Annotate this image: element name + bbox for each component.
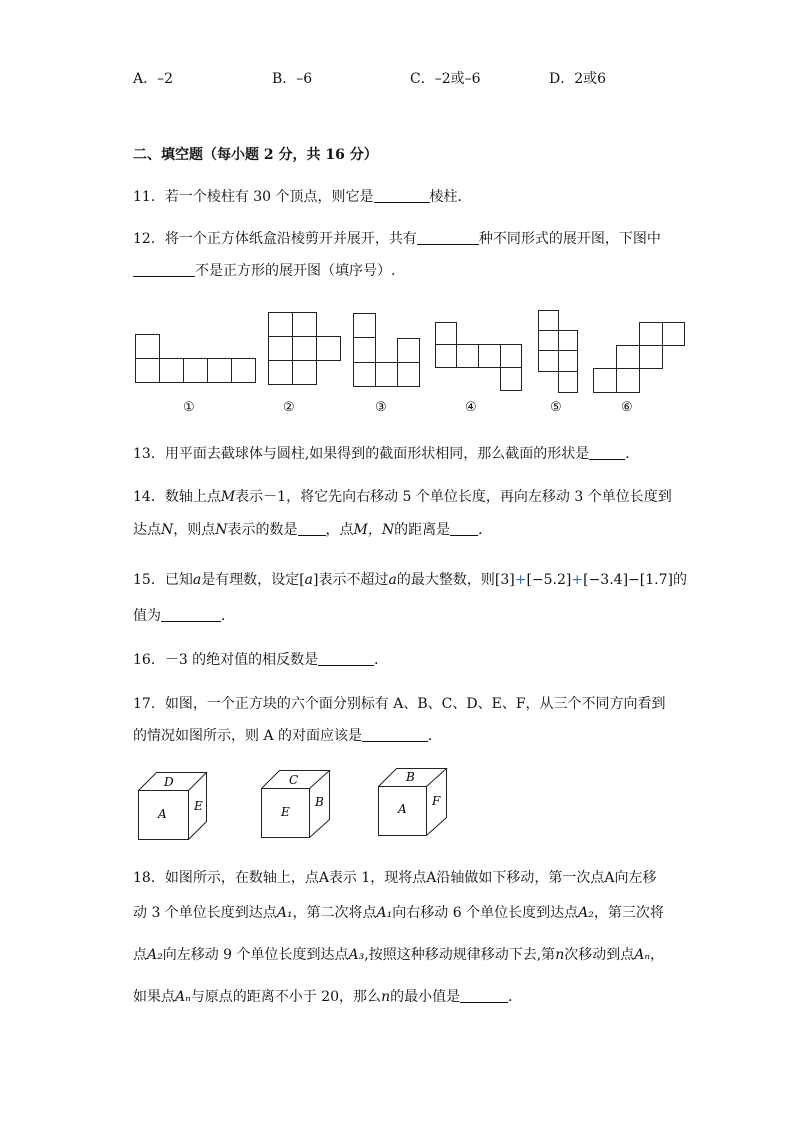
net-label-5: ⑤ [550, 400, 562, 415]
net-label-4: ④ [465, 400, 477, 415]
question-15-line1: 15．已知a是有理数，设定[a]表示不超过a的最大整数，则[3]+[−5.2]+[−3.4]−[1.7]的 [133, 572, 687, 588]
question-12-line2 [133, 262, 395, 280]
q14-text: 达点 [133, 522, 161, 538]
point-a2: A₂ [578, 905, 594, 921]
q18-text: 次移动到点 [564, 947, 635, 963]
answer-blank[interactable] [589, 445, 625, 460]
floor-value-1: 3 [500, 572, 510, 588]
q18-text: 动 3 个单位长度到达点 [133, 905, 277, 921]
q12-text-end: 不是正方形的展开图（填序号）. [195, 263, 396, 279]
q15-text: 的最大整数，则 [396, 572, 495, 588]
question-18-line2 [133, 904, 664, 922]
point-a1: A₁ [276, 905, 293, 921]
cube-view-1 [136, 770, 212, 846]
q15-text: 值为 [133, 608, 161, 624]
q17-text: 的情况如图所示，则 A 的对面应该是 [133, 728, 363, 744]
q14-text: 的距离是 [394, 522, 451, 538]
q18-text: 向左移动 9 个单位长度到达点 [162, 947, 349, 963]
q18-text: ，第二次将点 [292, 905, 377, 921]
var-n: n [555, 947, 565, 963]
net-label-2: ② [283, 400, 295, 415]
q15-text: 的 [672, 572, 687, 588]
q14-text: 14．数轴上点 [133, 489, 221, 505]
point-a1: A₁ [376, 905, 393, 921]
option-a: A．–2 [133, 71, 174, 87]
floor-value-3: −3.4 [588, 572, 623, 588]
q12-text-mid: 种不同形式的展开图，下图中 [478, 231, 661, 247]
question-18-line4 [133, 988, 522, 1006]
question-11 [133, 188, 472, 206]
q18-text: 如果点 [133, 989, 175, 1005]
cube-1-front: A [158, 807, 167, 821]
minus-sign: − [628, 572, 640, 588]
point-an: Aₙ [175, 989, 191, 1005]
cube-2-drawing [259, 768, 333, 840]
net-label-1: ① [183, 400, 195, 415]
net-label-3: ③ [375, 400, 387, 415]
points-mn: M，N [353, 522, 395, 538]
net-6-drawing [593, 322, 686, 394]
net-figure-6 [593, 322, 686, 394]
cube-1-drawing [136, 770, 212, 842]
answer-blank[interactable] [133, 262, 195, 277]
question-16 [133, 651, 388, 669]
net-5-drawing [538, 310, 579, 394]
net-figure-1 [135, 334, 257, 386]
q15-text: 15．已知 [133, 572, 193, 588]
point-an: Aₙ [634, 947, 651, 963]
question-14-line1 [133, 488, 672, 506]
cube-1-top: D [164, 775, 174, 789]
q16-text: 16．－3 的绝对值的相反数是 [133, 652, 319, 668]
q13-text: 13．用平面去截球体与圆柱,如果得到的截面形状相同，那么截面的形状是 [133, 446, 590, 462]
cube-view-3 [376, 767, 450, 843]
net-3-drawing [353, 313, 421, 388]
var-a: a [192, 572, 202, 588]
net-figure-5 [538, 310, 579, 394]
question-17-line2 [133, 727, 442, 745]
cube-2-side: B [315, 795, 324, 809]
net-4-drawing [435, 322, 523, 392]
floor-value-4: 1.7 [645, 572, 668, 588]
q18-text: ,按照这种移动规律移动下去,第 [364, 947, 556, 963]
q15-text: 表示不超过 [318, 572, 389, 588]
floor-a: a [304, 572, 314, 588]
question-15-line2 [133, 607, 235, 625]
answer-blank[interactable] [362, 727, 428, 742]
answer-blank[interactable] [298, 521, 326, 536]
question-12-line1 [133, 230, 661, 248]
q18-text: 点 [133, 947, 147, 963]
q18-text: ，第三次将 [593, 905, 664, 921]
answer-blank[interactable] [417, 230, 479, 245]
q17-end: ． [428, 728, 443, 744]
question-18-line3 [133, 946, 664, 964]
cube-2-front: E [281, 805, 290, 819]
point-a2: A₂ [147, 947, 163, 963]
net-figure-2 [268, 312, 341, 386]
option-d: D．2或6 [549, 71, 607, 87]
q18-text: ， [650, 947, 665, 963]
cube-view-2 [259, 768, 333, 844]
var-n: n [381, 989, 391, 1005]
q14-end: ． [478, 522, 493, 538]
floor-value-2: −5.2 [531, 572, 566, 588]
q14-text: ，点 [325, 522, 354, 538]
point-m: M [220, 489, 236, 505]
q18-text: 与原点的距离不小于 20，那么 [190, 989, 382, 1005]
net-label-6: ⑥ [621, 400, 633, 415]
q16-end: ． [374, 652, 389, 668]
net-figure-3 [353, 313, 421, 388]
question-14-line2 [133, 521, 492, 539]
q14-text: ，则点 [173, 522, 216, 538]
point-a3: A₃ [348, 947, 365, 963]
cube-3-drawing [376, 767, 450, 839]
section-title: 二、填空题（每小题 2 分，共 16 分） [133, 147, 378, 163]
q13-end: ． [625, 446, 640, 462]
q11-text-end: 棱柱． [429, 189, 472, 205]
question-18-line1: 18．如图所示，在数轴上，点A表示 1，现将点A沿轴做如下移动，第一次点A向左移 [133, 870, 657, 886]
cube-2-top: C [289, 773, 299, 787]
cube-3-side: F [432, 794, 441, 808]
q14-text: 表示的数是 [227, 522, 298, 538]
net-1-drawing [135, 334, 257, 386]
var-a: a [388, 572, 397, 588]
plus-sign: + [571, 572, 584, 588]
cube-3-top: B [406, 770, 415, 784]
q18-text: 向右移动 6 个单位长度到达点 [392, 905, 579, 921]
q18-end: ． [508, 989, 523, 1005]
answer-blank[interactable] [318, 651, 374, 666]
question-17-line1: 17．如图，一个正方块的六个面分别标有 A、B、C、D、E、F，从三个不同方向看到 [133, 696, 666, 712]
question-13 [133, 445, 639, 463]
cube-1-side: E [194, 799, 203, 813]
option-b: B．–6 [272, 71, 313, 87]
point-n: N [161, 522, 174, 538]
q11-text: 11．若一个棱柱有 30 个顶点，则它是 [133, 189, 374, 205]
answer-blank[interactable] [161, 607, 221, 622]
plus-sign: + [514, 572, 527, 588]
answer-blank[interactable] [460, 988, 508, 1003]
q14-text: 表示－1，将它先向右移动 5 个单位长度，再向左移动 3 个单位长度到 [235, 489, 672, 505]
answer-blank[interactable] [450, 521, 478, 536]
cube-3-front: A [398, 802, 407, 816]
net-figure-4 [435, 322, 523, 392]
point-n: N [215, 522, 228, 538]
answer-blank[interactable] [374, 188, 430, 203]
q12-text: 12．将一个正方体纸盒沿棱剪开并展开，共有 [133, 231, 417, 247]
q15-end: ． [221, 608, 235, 624]
q18-text: 的最小值是 [390, 989, 461, 1005]
q15-text: 是有理数，设定 [201, 572, 300, 588]
option-c: C．–2或–6 [410, 71, 481, 87]
net-2-drawing [268, 312, 341, 386]
